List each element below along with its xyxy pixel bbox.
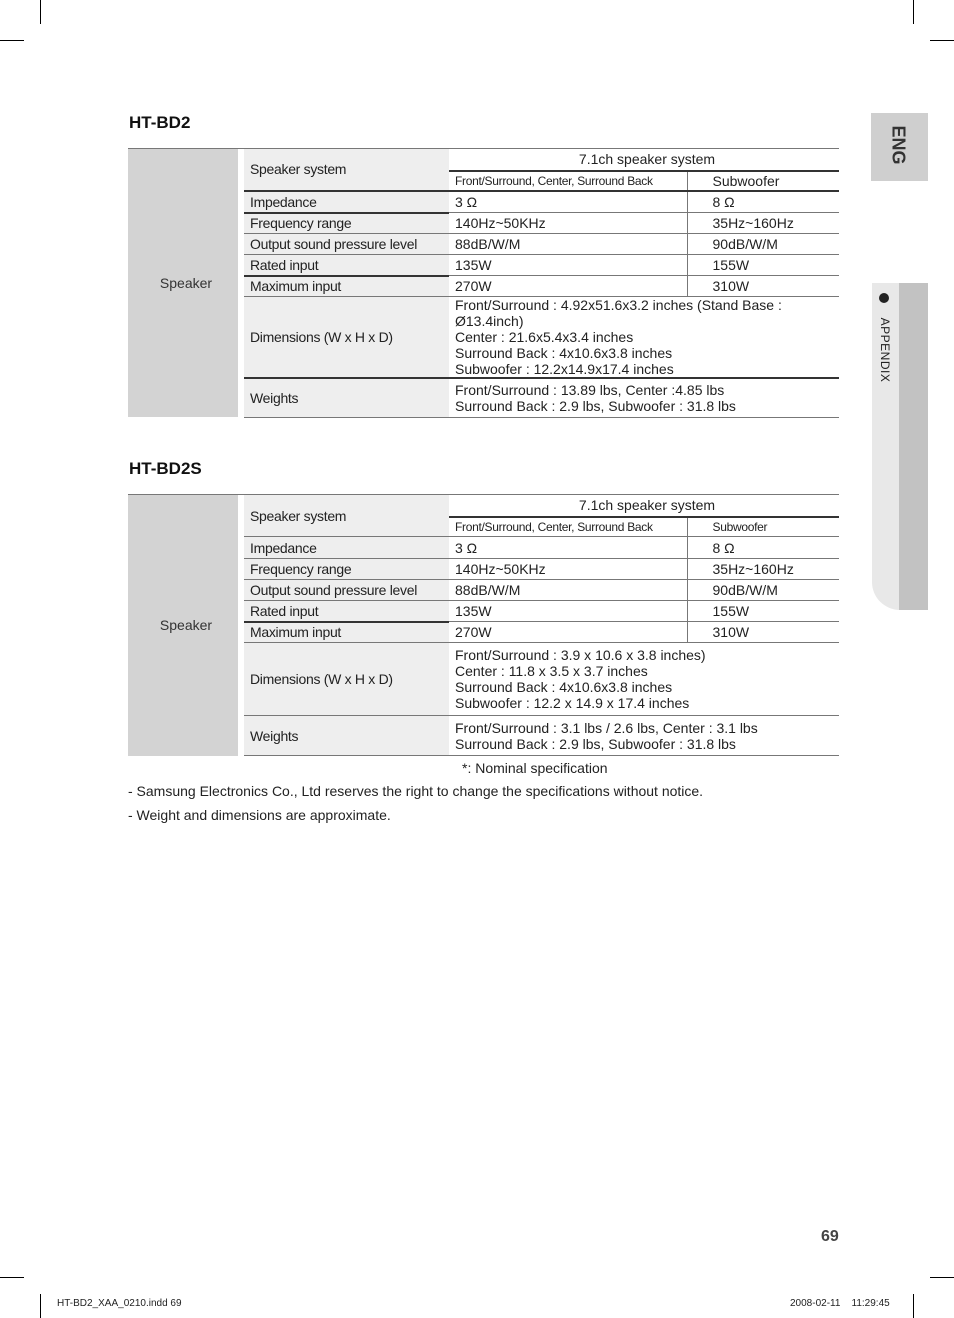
crop-mark xyxy=(40,1294,41,1318)
spec-table-ht-bd2s xyxy=(128,494,839,756)
cell-value: 270W xyxy=(449,622,687,643)
dimension-line: Subwoofer : 12.2x14.9x17.4 inches xyxy=(455,361,674,377)
row-label: Frequency range xyxy=(244,559,449,580)
row-label: Rated input xyxy=(244,255,449,276)
column-header-main: Front/Surround, Center, Surround Back xyxy=(455,519,653,534)
cell-value: 310W xyxy=(687,276,839,297)
section-label: APPENDIX xyxy=(878,317,892,383)
cell-value: 35Hz~160Hz xyxy=(687,213,839,234)
dimensions-value xyxy=(449,297,839,379)
page-number: 69 xyxy=(821,1228,839,1245)
column-header-subwoofer: Subwoofer xyxy=(687,171,839,191)
rights-note: - Samsung Electronics Co., Ltd reserves the right to change the specifications without notice. xyxy=(128,783,704,799)
row-label: Impedance xyxy=(244,191,449,213)
cell-value: 3 Ω xyxy=(449,191,687,213)
row-label: Maximum input xyxy=(244,622,449,643)
weight-text: Front/Surround xyxy=(455,719,550,736)
dimensions-value xyxy=(449,643,839,716)
cell-value: 310W xyxy=(687,622,839,643)
cell-value: 8 Ω xyxy=(687,191,839,213)
weight-text: Front/Surround xyxy=(455,381,550,398)
cell-value: 135W xyxy=(449,255,687,276)
row-label: Rated input xyxy=(244,601,449,622)
row-label: Output sound pressure level xyxy=(244,234,449,255)
dimension-line: Subwoofer : 12.2 x 14.9 x 17.4 inches xyxy=(455,695,690,711)
weights-value xyxy=(449,378,839,417)
row-label-speaker-system: Speaker system xyxy=(244,495,449,537)
dimension-line: Surround Back : 4x10.6x3.8 inches xyxy=(455,345,673,361)
cell-value: 155W xyxy=(687,601,839,622)
row-label-dimensions: Dimensions (W x H x D) xyxy=(244,297,449,379)
row-label-weights: Weights xyxy=(244,378,449,417)
cell-value: 8 Ω xyxy=(687,537,839,559)
speaker-system-header: 7.1ch speaker system xyxy=(449,149,839,171)
section-tab-edge xyxy=(899,283,928,610)
crop-mark xyxy=(913,0,914,24)
cell-value: 88dB/W/M xyxy=(449,234,687,255)
dimension-line: Front/Surround : 4.92x51.6x3.2 inches (Stand Base : Ø13.4inch) xyxy=(455,297,782,329)
cell-value: 90dB/W/M xyxy=(687,234,839,255)
model-title-ht-bd2: HT-BD2 xyxy=(129,113,191,132)
bullet-icon xyxy=(879,293,889,303)
language-label: ENG xyxy=(888,125,909,165)
footer-file: HT-BD2_XAA_0210.indd 69 xyxy=(57,1298,182,1309)
cell-value: 135W xyxy=(449,601,687,622)
row-label-speaker-system: Speaker system xyxy=(244,149,449,191)
row-label: Maximum input xyxy=(244,276,449,297)
spec-table-ht-bd2 xyxy=(128,148,839,418)
column-header-subwoofer: Subwoofer xyxy=(687,517,839,537)
cell-value: 90dB/W/M xyxy=(687,580,839,601)
column-header-main: Front/Surround, Center, Surround Back xyxy=(455,173,653,188)
crop-mark xyxy=(930,1277,954,1278)
crop-mark xyxy=(40,0,41,24)
weights-value xyxy=(449,716,839,756)
cell-value: 88dB/W/M xyxy=(449,580,687,601)
cell-value: 140Hz~50KHz xyxy=(449,213,687,234)
weight-text: Surround Back : 2.9 lbs, Subwoofer : 31.8 lbs xyxy=(455,397,736,414)
dimension-line: Surround Back : 4x10.6x3.8 inches xyxy=(455,679,673,695)
dimension-line: Center : 11.8 x 3.5 x 3.7 inches xyxy=(455,663,648,679)
row-label: Output sound pressure level xyxy=(244,580,449,601)
crop-mark xyxy=(930,40,954,41)
nominal-note: *: Nominal specification xyxy=(462,760,608,776)
weight-text: : 3.1 lbs / 2.6 lbs, Center : 3.1 lbs xyxy=(549,719,758,736)
group-cell: Speaker xyxy=(128,495,238,756)
cell-value: 35Hz~160Hz xyxy=(687,559,839,580)
cell-value: 155W xyxy=(687,255,839,276)
weight-text: Surround Back : 2.9 lbs, Subwoofer : 31.8 lbs xyxy=(455,735,736,752)
crop-mark xyxy=(0,1277,24,1278)
dimension-line: Center : 21.6x5.4x3.4 inches xyxy=(455,329,634,345)
cell-value: 140Hz~50KHz xyxy=(449,559,687,580)
row-label: Impedance xyxy=(244,537,449,559)
footer-timestamp: 2008-02-11 11:29:45 xyxy=(790,1298,890,1309)
crop-mark xyxy=(0,40,24,41)
row-label: Frequency range xyxy=(244,213,449,234)
row-label-weights: Weights xyxy=(244,716,449,756)
row-label-dimensions: Dimensions (W x H x D) xyxy=(244,643,449,716)
cell-value: 3 Ω xyxy=(449,537,687,559)
approx-note: - Weight and dimensions are approximate. xyxy=(128,807,391,823)
cell-value: 270W xyxy=(449,276,687,297)
dimension-line: Front/Surround : 3.9 x 10.6 x 3.8 inches) xyxy=(455,647,706,663)
model-title-ht-bd2s: HT-BD2S xyxy=(129,459,202,478)
weight-text: : 13.89 lbs, Center :4.85 lbs xyxy=(549,381,725,398)
group-cell: Speaker xyxy=(128,149,238,418)
speaker-system-header: 7.1ch speaker system xyxy=(449,495,839,517)
crop-mark xyxy=(913,1294,914,1318)
